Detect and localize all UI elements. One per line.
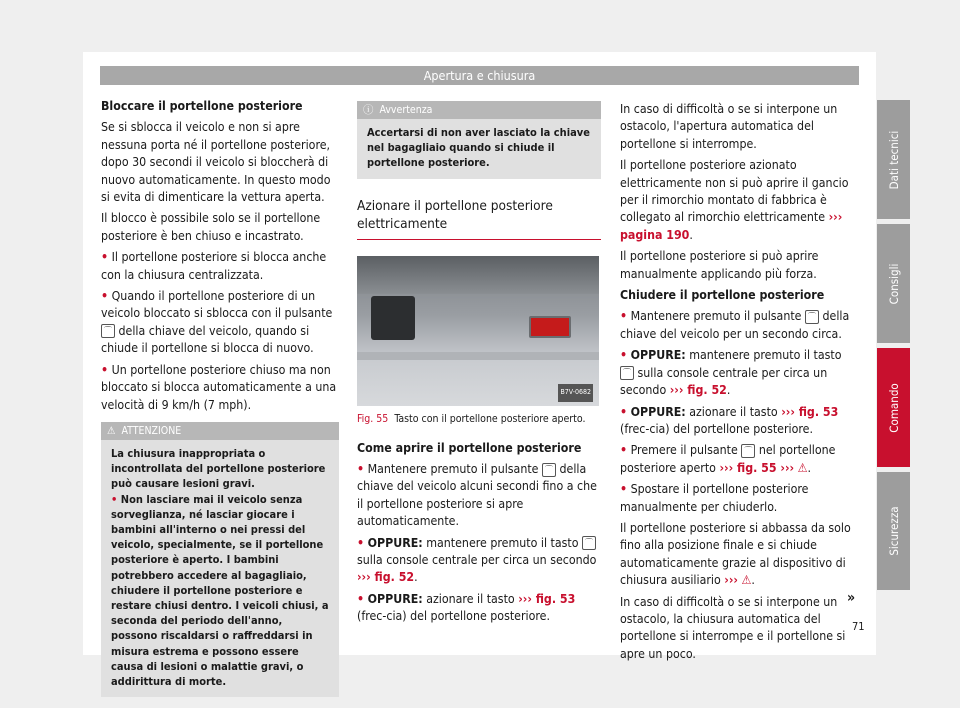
subheading: Come aprire il portellone posteriore [357,440,582,455]
column-2 [357,101,601,630]
key-button-icon: ⌒ [620,366,634,380]
paragraph: Il portellone posteriore azionato elettricamente non si può aprire il gancio per il rimorchio montato di fabbrica è collegato al rimorchio elettricamente ››› pagina 190. [620,158,849,242]
list-item: • OPPURE: mantenere premuto il tasto ⌒ sulla console centrale per circa un secondo ››› fig. 52. [357,535,597,585]
latch-shape [371,296,415,340]
paragraph: Il blocco è possibile solo se il portellone posteriore è ben chiuso e incastrato. [101,211,321,243]
section-title: Azionare il portellone posteriore elettricamente [357,197,601,240]
note-title: Avvertenza [379,104,433,116]
warning-text: La chiusura inappropriata o incontrollata del portellone posteriore può causare lesioni gravi. [111,446,326,491]
page-link[interactable]: ››› pagina 190 [620,210,843,242]
key-button-icon: ⌒ [741,444,755,458]
list-item: • Quando il portellone posteriore di un veicolo bloccato si sblocca con il pulsante ⌒ della chiave del veicolo, quando si chiude il portellone si blocca di nuovo. [101,289,333,356]
photo-code: B7V-0682 [558,384,593,401]
list-item: • Spostare il portellone posteriore manualmente per chiuderlo. [620,482,809,514]
subheading: Chiudere il portellone posteriore [620,288,825,303]
tab-sicurezza[interactable]: Sicurezza [877,472,910,590]
note-icon: ⓘ [363,104,374,116]
paragraph: In caso di difficoltà o se si interpone un ostacolo, la chiusura automatica del portellone si interrompe e il portellone si apre un poco. [620,594,846,661]
red-button-shape [529,316,571,338]
paragraph: Se si sblocca il veicolo e non si apre nessuna porta né il portellone posteriore, dopo 30 secondi il veicolo si bloccherà di nuovo automaticamente. In questo modo si evita di dimenticare la vettura aperta. [101,120,331,205]
list-item: • OPPURE: azionare il tasto ››› fig. 53 (frec-cia) del portellone posteriore. [357,591,576,624]
key-button-icon: ⌒ [101,324,115,338]
paragraph: Il portellone posteriore si può aprire manualmente applicando più forza. [620,249,819,281]
list-item: • Il portellone posteriore si blocca anche con la chiusura centralizzata. [101,250,327,282]
note-box [357,101,601,179]
warning-icon: ⚠ [107,424,116,437]
tab-comando[interactable]: Comando [877,348,910,467]
figure-link[interactable]: ››› fig. 52 [669,383,727,398]
tab-consigli[interactable]: Consigli [877,224,910,343]
list-item: • Mantenere premuto il pulsante ⌒ della chiave del veicolo alcuni secondi fino a che il portellone posteriore si apre automaticamente. [357,462,597,529]
column-3 [620,101,858,667]
figure-link[interactable]: ››› fig. 53 [518,591,576,606]
list-item: • Premere il pulsante ⌒ nel portellone posteriore aperto ››› fig. 55 ››› ⚠. [620,443,836,475]
tailgate-button-photo [357,256,599,406]
warning-icon: ⚠ [797,460,808,475]
key-button-icon: ⌒ [582,536,596,550]
list-item: • Mantenere premuto il pulsante ⌒ della chiave del veicolo per un secondo circa. [620,309,850,341]
list-item: • OPPURE: mantenere premuto il tasto ⌒ sulla console centrale per circa un secondo ››› fig. 52. [620,348,842,398]
key-button-icon: ⌒ [805,310,819,324]
page-header: Apertura e chiusura [100,66,859,85]
tab-dati-tecnici[interactable]: Dati tecnici [877,100,910,219]
note-text: Accertarsi di non aver lasciato la chiave nel bagagliaio quando si chiude il portellone posteriore. [367,126,590,170]
warning-bullet: • Non lasciare mai il veicolo senza sorveglianza, né lasciar giocare i bambini all'interno o nei pressi del veicolo, specialmente, se il portellone posteriore è aperto. I bambini potrebbero accedere al bagagliaio, chiudere il portellone posteriore e restare chiusi dentro. I veicoli chiusi, a seconda del periodo dell'anno, possono riscaldarsi o raffreddarsi in misura estrema e possono essere causa di lesioni o malattie gravi, o addirittura di morte. [111,492,329,688]
warning-title: ATTENZIONE [121,424,182,437]
paragraph: Il portellone posteriore si abbassa da solo fino alla posizione finale e si chiude automaticamente grazie al dispositivo di chiusura ausiliario ››› ⚠. [620,520,851,588]
section-heading: Bloccare il portellone posteriore [101,99,303,113]
paragraph: In caso di difficoltà o se si interpone un ostacolo, l'apertura automatica del portellone si interrompe. [620,102,838,151]
page-number: 71 [852,620,865,633]
list-item: • Un portellone posteriore chiuso ma non bloccato si blocca automaticamente a una velocità di 9 km/h (7 mph). [101,362,337,412]
list-item: • OPPURE: azionare il tasto ››› fig. 53 (frec-cia) del portellone posteriore. [620,404,839,436]
figure-link[interactable]: ››› fig. 53 [781,404,839,419]
figure-link[interactable]: ››› fig. 55 ››› [719,460,795,475]
figure-caption: Fig. 55 Tasto con il portellone posteriore aperto. [357,412,586,425]
column-1 [101,98,339,697]
continue-arrow: » [847,590,856,606]
key-button-icon: ⌒ [542,463,556,477]
figure-link[interactable]: ››› fig. 52 [357,570,415,585]
warning-box [101,422,339,697]
warning-icon: ⚠ [741,573,752,588]
